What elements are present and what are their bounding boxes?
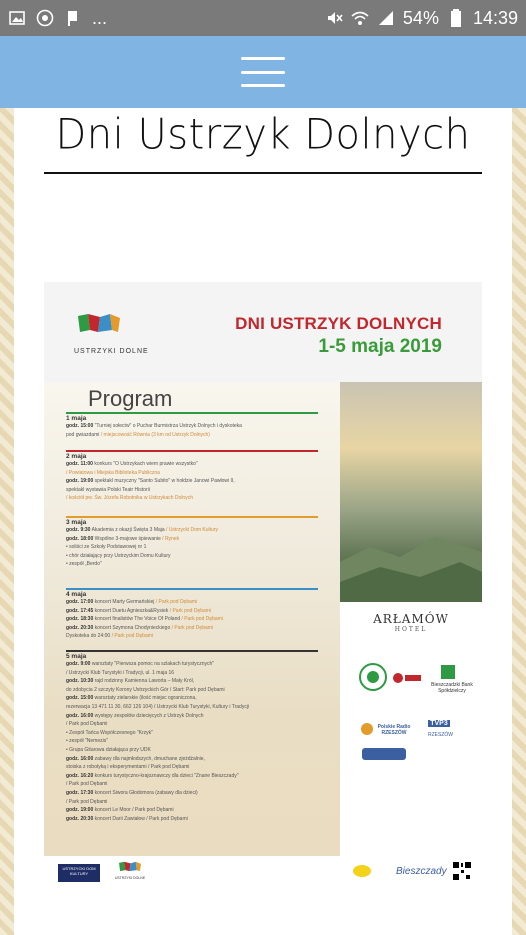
emblem-logo-icon — [358, 662, 388, 692]
mountains-image — [340, 522, 482, 602]
flag-icon — [64, 9, 82, 27]
program-line: / Powiatowa i Miejska Biblioteka Publiczna — [66, 469, 160, 476]
program-line: godz. 15:00 warsztaty zielarskie (ilość miejsc ograniczona, — [66, 695, 197, 702]
status-bar — [0, 0, 526, 36]
day-divider — [66, 516, 318, 518]
program-line: godz. 11:00 konkurs "O Ustrzykach wiem prawie wszystko" — [66, 461, 198, 467]
program-line: / kościół pw. Św. Józefa Robotnika w Ustrzykach Dolnych — [66, 495, 193, 502]
page-title: Dni Ustrzyk Dolnych — [55, 110, 471, 160]
program-area — [44, 382, 340, 856]
mute-icon — [325, 9, 343, 27]
program-line: godz. 18:30 koncert finalistów The Voice Of Poland / Park pod Dębami — [66, 616, 223, 623]
udk-logo: USTRZYCKI DOM KULTURY — [58, 864, 100, 882]
program-line: stoiska z robotyką i eksperymentami / Park pod Dębami — [66, 764, 190, 771]
program-line: Dyskoteka do 24:00 / Park pod Dębami — [66, 633, 154, 640]
radio-logo-icon — [392, 672, 422, 684]
program-line: godz. 17:00 koncert Marty Germańskiej / Park pod Dębami — [66, 599, 198, 605]
program-line: / Ustrzycki Klub Turystyki i Tradycji, ul. 1 maja 16 — [66, 669, 175, 676]
bank-logo-icon — [440, 664, 456, 680]
program-line: godz. 19:00 koncert Le Moor / Park pod Dębami — [66, 807, 174, 814]
program-day-section — [66, 450, 318, 503]
day-heading: 3 maja — [66, 519, 87, 526]
more-notifications: ... — [92, 7, 108, 28]
program-line: godz. 16:20 konkurs turystyczno-krajoznawczy dla dzieci "Znane Bieszczady" — [66, 772, 239, 779]
day-divider — [66, 588, 318, 590]
bieszczady-logo: Bieszczady — [396, 866, 447, 877]
left-background-pattern — [0, 108, 14, 935]
program-line: godz. 9:30 Akademia z okazji Święta 3 Maja / Ustrzycki Dom Kultury — [66, 527, 218, 533]
polskie-radio-icon — [360, 722, 374, 736]
program-line: spektakl wystawia Polski Teatr Historii — [66, 486, 150, 493]
program-line: / Park pod Dębami — [66, 781, 108, 788]
ustrzyki-logo-icon — [76, 312, 122, 336]
program-line: godz. 20:30 koncert Szymona Chodynieckiego / Park pod Dębami — [66, 624, 214, 631]
day-heading: 1 maja — [66, 415, 87, 422]
program-day-section — [66, 516, 318, 569]
logo-text: USTRZYKI DOLNE — [74, 348, 149, 355]
day-heading: 4 maja — [66, 591, 87, 598]
program-line: / Park pod Dębami — [66, 798, 108, 805]
program-line: godz. 19:00 spektakl muzyczny "Santo Subito" w hołdzie Janowi Pawłowi II, — [66, 478, 235, 485]
qr-code-icon — [452, 861, 472, 881]
battery-percent: 54% — [402, 7, 439, 28]
signal-icon — [377, 9, 395, 27]
program-line: • chór działający przy Ustrzyckim Domu Kultury — [66, 552, 171, 559]
program-line: • soliści ze Szkoły Podstawowej nr 1 — [66, 544, 147, 551]
program-line: • Zespół Tańca Współczesnego "Krzyk" — [66, 729, 153, 736]
poster-footer — [44, 856, 482, 888]
program-day-section — [66, 650, 318, 823]
poster-title: DNI USTRZYK DOLNYCH — [235, 314, 442, 333]
program-line: pod gwiazdami / miejscowość Równia (3 km od Ustrzyk Dolnych) — [66, 431, 210, 438]
menu-icon[interactable] — [239, 52, 287, 92]
yellow-sky-logo-icon — [352, 864, 372, 878]
app-bar — [0, 36, 526, 108]
program-day-section — [66, 412, 318, 439]
poster-dates: 1-5 maja 2019 — [318, 336, 442, 357]
program-line: godz. 17:30 koncert Siwora Głodomora (zabawy dla dzieci) — [66, 789, 198, 796]
wifi-icon — [351, 9, 369, 27]
program-line: godz. 15:00 "Turniej sołectw" o Puchar Burmistrza Ustrzyk Dolnych i dyskoteka — [66, 423, 242, 429]
program-line: godz. 9:00 warsztaty "Pierwsza pomoc na szlakach turystycznych" — [66, 661, 215, 667]
right-background-pattern — [512, 108, 526, 935]
day-divider — [66, 650, 318, 652]
chrome-icon — [36, 9, 54, 27]
program-line: godz. 17:45 koncert Duetu Agnieszka&Rysiek / Park pod Dębami — [66, 607, 212, 614]
day-heading: 2 maja — [66, 453, 87, 460]
day-divider — [66, 450, 318, 452]
image-notification-icon — [8, 9, 26, 27]
tvp-logo: TVP3 — [428, 720, 450, 727]
program-line: / Park pod Dębami — [66, 721, 108, 728]
program-line: godz. 10:30 rajd rodzinny Kamienna Laworta – Mały Król, — [66, 678, 195, 685]
program-line: godz. 18:00 Wspólne 3-majowe śpiewanie / Rynek — [66, 535, 180, 542]
hotel-sub: HOTEL — [394, 626, 428, 633]
battery-icon — [447, 9, 465, 27]
day-heading: 5 maja — [66, 653, 87, 660]
poster-header — [44, 282, 482, 382]
program-line: • Grupa Gitarowa działająca przy UDK — [66, 746, 151, 753]
program-line: godz. 20:30 koncert Darii Zawiałow / Park pod Dębami — [66, 815, 188, 822]
program-title: Program — [88, 386, 173, 411]
tvp-city: RZESZÓW — [428, 732, 453, 738]
program-line: godz. 16:00 występy zespołów dziecięcych z Ustrzyk Dolnych — [66, 712, 204, 719]
program-day-section — [66, 588, 318, 641]
clock: 14:39 — [472, 7, 518, 28]
program-line: godz. 16:00 zabawy dla najmłodszych, dmuchane zjeżdżalnie, — [66, 755, 205, 762]
program-line: • zespół "Nemezis" — [66, 738, 108, 745]
day-divider — [66, 412, 318, 414]
title-divider — [44, 172, 482, 174]
partner-logo-icon — [362, 748, 406, 760]
program-line: • zespół „Berdo" — [66, 561, 102, 568]
polskie-radio-name: Polskie Radio RZESZÓW — [377, 724, 411, 736]
footer-ustrzyki-logo-icon — [118, 860, 142, 874]
bank-name: Bieszczadzki Bank Spółdzielczy — [431, 682, 473, 694]
program-line: rezerwacja 13 471 11 30, 662 126 104) / Ustrzycki Klub Turystyki, Kultury i Tradycji — [66, 703, 250, 710]
footer-logo-text: USTRZYKI DOLNE — [114, 876, 146, 880]
event-poster[interactable] — [44, 282, 482, 888]
program-line: do zdobycia 2 szczyty Korony Ustrzyckich Gór / Start: Park pod Dębami — [66, 686, 225, 693]
sponsors-column — [340, 602, 482, 856]
hotel-logo: ARŁAMÓW — [373, 612, 449, 626]
